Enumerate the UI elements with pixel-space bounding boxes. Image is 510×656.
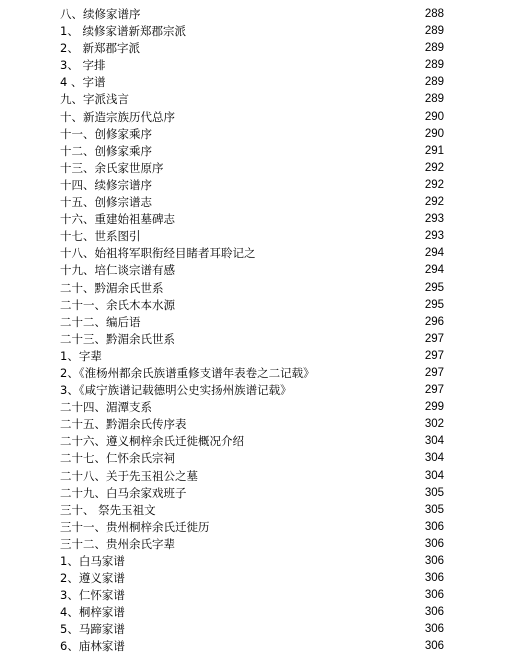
toc-entry-page-number: 296	[424, 315, 444, 328]
toc-entry-page-number: 289	[424, 25, 444, 38]
toc-entry	[0, 519, 510, 536]
toc-entry-page-number: 304	[424, 435, 444, 448]
toc-entry-page-number: 306	[424, 537, 444, 550]
toc-entry-page-number: 294	[424, 247, 444, 260]
toc-entry	[0, 553, 510, 570]
toc-entry-page-number: 302	[424, 418, 444, 431]
toc-entry	[0, 126, 510, 143]
toc-entry	[0, 23, 510, 40]
toc-entry-page-number: 297	[424, 366, 444, 379]
toc-entry	[0, 485, 510, 502]
toc-entry	[0, 297, 510, 314]
toc-entry-page-number: 306	[424, 640, 444, 653]
toc-entry-page-number: 294	[424, 264, 444, 277]
toc-entry	[0, 416, 510, 433]
toc-entry-title: 4 、字谱	[60, 75, 106, 90]
toc-entry	[0, 638, 510, 655]
toc-entry-title: 2、《淮杨州都余氏族谱重修支谱年表卷之二记载》	[60, 365, 315, 380]
toc-entry-title: 二十六、遵义桐梓余氏迁徙概况介绍	[60, 434, 244, 449]
toc-entry	[0, 348, 510, 365]
toc-entry-title: 二十八、关于先玉祖公之墓	[60, 468, 198, 483]
toc-entry-page-number: 306	[424, 520, 444, 533]
toc-entry-page-number: 297	[424, 332, 444, 345]
toc-entry-page-number: 305	[424, 486, 444, 499]
toc-entry-title: 3、《咸宁族谱记载德明公史实扬州族谱记载》	[60, 383, 292, 398]
toc-entry-title: 二十二、编后语	[60, 314, 141, 329]
toc-entry	[0, 228, 510, 245]
toc-entry	[0, 245, 510, 262]
toc-entry-title: 八、续修家谱序	[60, 7, 141, 21]
toc-entry-page-number: 295	[424, 298, 444, 311]
toc-entry	[0, 57, 510, 74]
toc-entry-title: 十七、世系图引	[60, 229, 141, 244]
toc-entry-page-number: 291	[424, 144, 444, 157]
toc-entry-page-number: 306	[424, 555, 444, 567]
toc-entry	[0, 450, 510, 467]
toc-entry-page-number: 304	[424, 469, 444, 482]
toc-entry-title: 5、马蹄家谱	[60, 622, 125, 637]
toc-entry-title: 二十一、余氏木本水源	[60, 297, 175, 312]
toc-entry	[0, 621, 510, 638]
toc-entry	[0, 331, 510, 348]
toc-entry-title: 十九、培仁谈宗谱有感	[60, 263, 175, 278]
toc-entry-title: 十八、始祖将军职衔经目睹者耳聆记之	[60, 246, 256, 261]
toc-entry-title: 2、遵义家谱	[60, 571, 125, 586]
toc-entry-title: 1、字辈	[60, 348, 102, 363]
toc-entry	[0, 109, 510, 126]
toc-entry-page-number: 288	[424, 8, 444, 20]
toc-entry-title: 十二、创修家乘序	[60, 143, 152, 158]
toc-entry-page-number: 297	[424, 384, 444, 397]
toc-entry	[0, 74, 510, 91]
toc-entry	[0, 502, 510, 519]
toc-entry-page-number: 306	[424, 572, 444, 585]
toc-entry-title: 十三、余氏家世原序	[60, 160, 164, 175]
toc-entry-title: 二十四、湄潭支系	[60, 400, 152, 415]
toc-entry-title: 3、仁怀家谱	[60, 588, 125, 603]
toc-entry	[0, 6, 510, 23]
toc-entry	[0, 433, 510, 450]
toc-entry	[0, 91, 510, 108]
toc-entry-title: 三十二、贵州余氏字辈	[60, 536, 175, 551]
toc-entry-page-number: 293	[424, 213, 444, 226]
toc-entry	[0, 536, 510, 553]
toc-entry-page-number: 295	[424, 281, 444, 294]
toc-entry-page-number: 297	[424, 349, 444, 362]
toc-entry-title: 3、 字排	[60, 58, 106, 73]
toc-entry	[0, 143, 510, 160]
toc-entry-title: 十一、创修家乘序	[60, 126, 152, 141]
toc-entry-title: 十五、创修宗谱志	[60, 195, 152, 210]
toc-entry-title: 4、桐梓家谱	[60, 605, 125, 620]
toc-entry-page-number: 306	[424, 589, 444, 602]
toc-entry-page-number: 299	[424, 401, 444, 414]
toc-entry-page-number: 293	[424, 230, 444, 243]
toc-entry	[0, 211, 510, 228]
toc-entry-title: 6、庙林家谱	[60, 639, 125, 654]
toc-entry	[0, 382, 510, 399]
toc-entry-page-number: 292	[424, 178, 444, 191]
toc-entry-page-number: 289	[424, 42, 444, 55]
toc-entry-title: 二十九、白马余家戏班子	[60, 485, 187, 500]
toc-entry-page-number: 289	[424, 93, 444, 106]
toc-entry	[0, 570, 510, 587]
toc-entry-title: 二十、黔湄余氏世系	[60, 280, 164, 295]
toc-entry	[0, 177, 510, 194]
toc-entry-title: 1、 续修家谱新郑郡宗派	[60, 24, 186, 39]
toc-entry-title: 三十、 祭先玉祖文	[60, 502, 156, 517]
toc-entry-title: 十、新造宗族历代总序	[60, 109, 175, 124]
toc-entry	[0, 314, 510, 331]
toc-entry	[0, 399, 510, 416]
toc-entry-page-number: 289	[424, 76, 444, 89]
toc-entry-page-number: 305	[424, 503, 444, 516]
toc-entry-title: 二十七、仁怀余氏宗祠	[60, 451, 175, 466]
toc-entry-page-number: 289	[424, 59, 444, 72]
toc-entry-page-number: 306	[424, 606, 444, 619]
toc-entry-page-number: 290	[424, 127, 444, 140]
toc-entry-title: 二十五、黔湄余氏传序表	[60, 417, 187, 432]
toc-entry-page-number: 304	[424, 452, 444, 465]
toc-entry-title: 十六、重建始祖墓碑志	[60, 212, 175, 227]
toc-entry-page-number: 306	[424, 623, 444, 636]
toc-entry-title: 十四、续修宗谱序	[60, 177, 152, 192]
toc-entry	[0, 262, 510, 279]
toc-entry-page-number: 290	[424, 110, 444, 123]
toc-entry	[0, 587, 510, 604]
toc-entry	[0, 194, 510, 211]
toc-entry-page-number: 292	[424, 196, 444, 209]
toc-entry	[0, 160, 510, 177]
toc-entry-title: 二十三、黔湄余氏世系	[60, 331, 175, 346]
toc-entry-title: 2、 新郑郡字派	[60, 41, 140, 56]
table-of-contents	[0, 6, 510, 656]
toc-entry	[0, 365, 510, 382]
toc-entry	[0, 468, 510, 485]
toc-entry	[0, 40, 510, 57]
toc-entry-title: 1、白马家谱	[60, 554, 125, 568]
toc-entry	[0, 280, 510, 297]
toc-entry-page-number: 292	[424, 161, 444, 174]
toc-entry-title: 九、字派浅言	[60, 92, 129, 107]
toc-entry-title: 三十一、贵州桐梓余氏迁徙历	[60, 519, 210, 534]
